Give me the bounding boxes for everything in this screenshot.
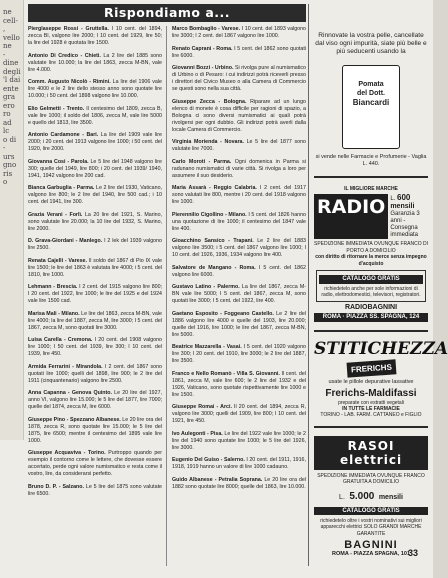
answer-entry: [172, 185, 306, 206]
ad-separator: [314, 330, 428, 332]
bleed-line: urs: [3, 152, 15, 161]
bleed-line: o di: [3, 135, 17, 144]
answer-recipient: Eugenio Del Guiso - Salerno.: [172, 457, 245, 463]
answer-entry: [172, 46, 306, 60]
answer-entry: [28, 258, 162, 279]
answer-recipient: Carlo Moroti - Parma.: [172, 158, 232, 165]
answer-text: I 5 cent. del 1826 hanno una quotazione di lire 1000; il centesimo del 1847 vale lire 400.: [172, 211, 306, 232]
answer-recipient: Giuseppe Acquaviva - Torino.: [28, 450, 106, 456]
answer-text: Le 5 lire del 1877 sono valutate lire 7000.: [172, 139, 306, 152]
rasoi-address: ROMA - PIAZZA SPAGNA, 101: [331, 551, 411, 558]
answers-column-middle: [172, 26, 306, 566]
radio-catalog-note: richiedetelo anche per sole informazioni di radio, elettrodomestici, televisori, registratori.: [321, 285, 421, 299]
radio-mensili: mensili: [390, 203, 415, 211]
answer-entry: [172, 99, 306, 134]
answer-text: Le 2 lire del 1930, Vaticano, valgono lire 800; le 2 lire del 1940, lire 500 cad.; i 10 cent. del 1941, lire 300.: [28, 185, 162, 205]
answer-recipient: Salvatore de Mangano - Roma.: [172, 264, 256, 271]
answer-entry: [28, 238, 162, 252]
bleed-line: lc: [3, 127, 10, 135]
answer-entry: [172, 238, 306, 259]
bleed-line: gra: [3, 93, 16, 101]
radio-brand: RADIOBAGNINI: [344, 303, 398, 311]
answer-text: Le lire del 1922 vale lire 1000; le 2 lire del 1940 sono quotate lire 1000; le 5 lire del 1926, lire 3000.: [172, 430, 306, 451]
answer-recipient: Lehmann - Brescia.: [28, 284, 78, 290]
ad-rasoi: [314, 436, 428, 558]
answer-text: Ogni domenica in Parma si radunano numismatici di varie città. Si rivolga a loro per assumere il suo desiderio.: [172, 158, 306, 179]
rasoi-price: 5.000: [349, 490, 375, 502]
stitichezza-note: preparate con estratti vegetali: [338, 399, 404, 406]
answer-entry: [172, 212, 306, 233]
pomata-brand: Biancardi: [352, 97, 390, 107]
answer-entry: [28, 53, 162, 74]
answer-recipient: Guido Albanese - Petralia Soprana.: [172, 476, 263, 483]
answer-entry: [28, 450, 162, 478]
answer-entry: [28, 390, 162, 411]
bleed-line: ris: [3, 169, 13, 178]
answer-text: I 2 cent. del 1867 sono quotati lire 1000; quelli del 1898, lire 900; le 2 lire del 1911 (cinquantenario) valgono lire 2500.: [28, 363, 162, 384]
answer-entry: [172, 265, 306, 279]
answer-recipient: Giuseppe Pino - Spezzano Albanese.: [28, 416, 121, 423]
stitichezza-brand: Frerichs-Maldifassi: [325, 387, 417, 399]
answer-entry: [172, 371, 306, 399]
answer-recipient: Comm. Augusto Nicolò - Rimini.: [28, 79, 111, 85]
answer-text: La lire del 1867, zecca M-BN vale lire 5000; I 5 cent. del 1867, zecca M, sono quotati lire 3000; I 5 cent. del 1922, lire 400.: [172, 284, 306, 304]
section-header: [28, 4, 306, 22]
radio-catalog: CATALOGO GRATIS: [319, 275, 423, 284]
answer-entry: [172, 65, 306, 93]
bleed-line: ne: [3, 42, 12, 50]
radio-price-block: [390, 194, 428, 239]
radio-catalog-box: [316, 270, 426, 302]
rasoi-line1: RASOI: [347, 438, 395, 453]
rasoi-brand: BAGNINI: [344, 539, 398, 552]
pomata-product-line2: del Dott.: [357, 89, 385, 97]
bleed-line: -: [3, 50, 6, 59]
column-divider: [166, 26, 167, 566]
answer-text: Le 5 lire del 1875 sono valutate lire 6500.: [28, 483, 162, 497]
bleed-line: ,: [3, 25, 6, 33]
radio-line1: SPEDIZIONE IMMEDIATA OVUNQUE FRANCO DI PORTO A DOMICILIO: [314, 241, 428, 254]
answer-recipient: Luisa Carella - Cremona.: [28, 337, 93, 343]
answer-entry: [28, 185, 162, 206]
answer-recipient: Giuseppe Romaì - Arci.: [172, 404, 232, 410]
page-number: 33: [408, 548, 419, 558]
stitichezza-title: STITICHEZZA: [314, 338, 448, 359]
answer-entry: [28, 132, 162, 153]
answer-text: Le 20 lire ora del 1882 sono quotate lire 8000; quelle del 1863, lire 10.000.: [172, 476, 306, 490]
rasoi-title: [314, 436, 428, 470]
radio-logo: RADIO: [314, 194, 388, 239]
answers-column-left: [28, 26, 162, 566]
answer-entry: [28, 417, 162, 445]
radio-payment-note: Garanzia 3 anni - Consegna immediata: [390, 211, 420, 239]
answer-recipient: Pierennilio Cigollino - Milano.: [172, 211, 247, 218]
bleed-line: dine: [3, 59, 19, 67]
answer-recipient: Maria Assarà - Reggio Calabria.: [172, 185, 257, 191]
ad-radio: [314, 186, 428, 322]
answer-entry: [28, 284, 162, 305]
ad-separator: [314, 176, 428, 178]
answer-text: Il cent. del 1861, zecca M, vale lire 600; le 2 lire del 1932 e del 1926, Vaticano, sono quotate rispettivamente lire 1000 e lire 1500.: [172, 370, 306, 398]
previous-page-bleed: [0, 0, 24, 440]
bleed-line: ente: [3, 84, 19, 93]
bleed-line: ero: [3, 101, 15, 110]
bleed-line: degli: [3, 67, 21, 76]
answer-recipient: Ivo Aulegonti - Pisa.: [172, 430, 223, 437]
ads-column: [314, 4, 448, 564]
answer-text: I 2 cent. del 1915 valgono lire 800; I 20 cent. del 1922, lire 1000; le lire del 1925 e del 1924 vale lire 1500 cad.: [28, 284, 162, 304]
answer-recipient: Grazia Verani - Forlì.: [28, 211, 83, 218]
answer-text: Il soldo del 1867 di Pio IX vale lire 1500; le lire del 1863 è valutata lire 4000; i 5 cent. del 1810, lire 1000.: [28, 257, 162, 278]
rasoi-price-row: [314, 486, 428, 504]
bleed-line: ad: [3, 118, 12, 127]
radio-price-prefix: L.: [390, 196, 396, 203]
answer-text: Il 20 cent. del 1894, zecca R, valgono lire 3000; quelli del 1909, lire 800; I 10 cent. del 1921, lire 450.: [172, 404, 306, 424]
answer-recipient: Bianca Garbuglia - Parma.: [28, 185, 95, 191]
answer-text: I 2 lek del 1939 valgono lire 2500.: [28, 238, 162, 251]
answer-recipient: Giuseppe Zecca - Bologna.: [172, 98, 247, 105]
radio-price: 600: [397, 193, 411, 203]
answer-text: I 2 cent. del 1917 sono valutati lire 800, mentre i 20 cent. del 1918 valgono lire 1000.: [172, 185, 306, 205]
bleed-line: -: [3, 144, 6, 152]
answer-recipient: Anna Capanna - Genova Quinto.: [28, 390, 112, 396]
answer-recipient: Marco Bombaglio - Varese.: [172, 26, 241, 32]
answer-recipient: Marisa Mali - Milano.: [28, 310, 80, 317]
answer-recipient: Gustavo Latino - Palermo.: [172, 284, 240, 290]
answer-text: Il centesimo del 1809, zecca B, vale lire 1000; il soldo del 1806, zecca M, vale lire 5000 e quello del 1813, lire 3500.: [28, 105, 162, 126]
answer-text: I 5 cent. del 1862 valgono lire 6000.: [172, 264, 306, 278]
bleed-line: cell-: [3, 16, 18, 25]
answer-entry: [28, 79, 162, 100]
answer-text: Purtroppo quando per esempio il contorno come le lettere, che dovesse essere accertato, perde ogni valore numismatico e resta come il vostro, lire, da considerarsi perfetto.: [28, 450, 162, 477]
answer-text: Le lire del 1863, zecca M-BN, vale lire 4000; la lire del 1887, zecca M, lire 3000; I 5 cent. del 1867, zecca M, sono quotati lire 3000.: [28, 310, 162, 331]
pomata-product: Pomata: [358, 80, 384, 88]
answer-text: Le 2 lire del 1886 valgono lire 4000 e quelle del 1903, lire 20.000; quelle del 1916, lire 1000; le lire del 1867, zecca M-BN, lire 5000.: [172, 310, 306, 338]
answer-text: Le 20 lire del 1927, anno VI, valgono lire 15.000; le 5 lire del 1877, lire 7000; quelle del 1874, zecca M, lire 6000.: [28, 390, 162, 410]
rasoi-text1: SPEDIZIONE IMMEDIATA OVUNQUE FRANCO GRATUITA A DOMICILIO: [317, 472, 425, 486]
answer-entry: [28, 106, 162, 127]
answer-text: I 10 cent. del 1893 valgono lire 3000; I 2 cent. del 1867 valgono lire 1000.: [172, 26, 306, 39]
bleed-line: o: [3, 178, 8, 186]
radio-top: IL MIGLIORE MARCHE: [344, 185, 398, 192]
answer-entry: [172, 159, 306, 180]
stitichezza-tagline: usate le pillole depurative lassative: [328, 378, 414, 385]
answer-text: I 5 cent. del 1920 valgono lire 300; I 20 cent. del 1910, lire 3000; le 2 lire del 1887, lire 3500.: [172, 344, 306, 364]
answer-text: I 20 cent. del 1911, 1916, 1918, 1919 hanno un valore di lire 1000 cadauno.: [172, 457, 306, 470]
answer-recipient: Gioacchino Sansico - Trapani.: [172, 238, 254, 244]
answer-recipient: Beatrice Mazzarella - Vasai.: [172, 344, 242, 350]
answer-entry: [172, 284, 306, 305]
answer-text: Le 2 lire del 1883 valgono lire 3500; i 5 cent. del 1867 valgono lire 1000; I 10 cent. del 1926, 1936, 1934 valgono lire 400.: [172, 238, 306, 258]
answer-text: I 20 cent. del 1908 valgono lire 1000; I 50 cent. del 1939, lire 300; I 10 cent. del 1939, lire 450.: [28, 337, 162, 357]
answer-recipient: Gaetano Esposito - Foggeano Castello.: [172, 310, 274, 317]
answer-entry: [172, 431, 306, 452]
answer-entry: [28, 484, 162, 498]
ad-pomata-headline: Rinnovate la vostra pelle, cancellate dal viso ogni impurità, siate più belle e più seducenti usando la: [315, 32, 427, 56]
stitichezza-note3: TORINO - LAB. FARM. CATTANEO e FIGLIO: [320, 411, 422, 418]
answer-recipient: D. Grava-Giordani - Manlego.: [28, 238, 103, 244]
bleed-line: vello: [3, 33, 20, 42]
answer-text: Riparare ad un lungo elenco di monete è cosa difficile per ragioni di spazio, a Bologna ci sono diversi numismatici ai quali potrà rivolgersi per ogni dubbio. Gli indirizzi potrà averli dalla locale Camera di Commercio.: [172, 98, 306, 133]
bleed-line: 'l dai: [3, 76, 21, 84]
rasoi-catalog-note: richiedetelo oltre i vostri nominativi sui migliori apparecchi elettrici SOLO GRANDI MARCHE GARANTITE: [320, 517, 422, 537]
answer-recipient: Bruno D. P. - Salzano.: [28, 483, 84, 490]
rasoi-price-label: L.: [339, 493, 345, 501]
answer-entry: [172, 404, 306, 425]
answer-entry: [172, 139, 306, 153]
answer-entry: [172, 477, 306, 491]
answer-text: La 20 lire del 1921, S. Marino, sono valutate lire 20.000; la 10 lire del 1932, S. Marino, lire 2000.: [28, 211, 162, 232]
answer-entry: [28, 311, 162, 332]
answer-entry: [28, 337, 162, 358]
answer-text: La 2 lire del 1885 sono valutate lire 10.000; la lire del 1863, zecca M-BN, vale lire 4.000.: [28, 52, 162, 73]
answer-text: La lire del 1909 vale lire 2000; i 20 cent. del 1913 valgono lire 1000; i 50 cent. del 1920, lire 2000.: [28, 132, 162, 152]
pomata-footer: si vende nelle Farmacie e Profumerie - Vaglia L. 440.: [315, 153, 427, 167]
bleed-line: ro: [3, 110, 11, 118]
bleed-line: ne: [3, 8, 12, 16]
ad-stitichezza: [314, 338, 448, 418]
radio-address: ROMA · PIAZZA SS. SPAGNA, 124: [314, 313, 428, 322]
answer-recipient: Virginia Morienda - Novara.: [172, 139, 244, 145]
answer-text: La lire del 1906 vale lire 4000 e le 2 lire dello stesso anno sono quotate lire 10.000; i 50 cent. del 1898 valgono lire 10.000.: [28, 79, 162, 99]
answer-entry: [28, 159, 162, 180]
ads-divider: [308, 4, 309, 566]
stitichezza-note2: IN TUTTE LE FARMACIE: [342, 405, 400, 412]
answer-text: Le 20 lire ora del 1878, zecca R, sono quotate lire 15.000; le 5 lire del 1875, lire 6500; mentre il centesimo del 1895 vale lire 1000.: [28, 416, 162, 444]
answer-entry: [172, 344, 306, 365]
answer-entry: [172, 457, 306, 471]
section-title: Rispondiamo a...: [103, 5, 231, 20]
pomata-tube-illustration: [342, 65, 400, 149]
rasoi-line2: elettrici: [339, 452, 403, 467]
answer-entry: [28, 364, 162, 385]
answer-recipient: Antonio Di Credico - Chieti.: [28, 52, 101, 59]
answer-text: Si rivolga pure al numismatico di Urbino o di Pesaro: i cui indirizzi potrà riceverli presso i direttori del Civico Museo o alla Camera di Commercio se questi sono nella sua città.: [172, 65, 306, 92]
ad-pomata: [314, 4, 428, 168]
ad-separator: [314, 426, 428, 428]
answer-entry: [28, 212, 162, 233]
frerichs-pack: FRERICHS: [346, 359, 396, 377]
answer-text: I 10 cent. del 1894, zecca Bl, valgono lire 2000; I 10 cent. del 1929, lire 50; la lire del 1928 è quotata lire 1500.: [28, 26, 162, 46]
answer-recipient: Elio Gelmetti - Trento.: [28, 105, 85, 112]
answer-entry: [172, 311, 306, 339]
answer-recipient: Giovanna Cosi - Parola.: [28, 158, 89, 165]
answer-text: Le 5 lire del 1948 valgono lire 300; quelle del 1949, lire 800; i 20 cent. del 1939/ 1940, 1941, 1942 valgono lire 200 cad.: [28, 158, 162, 179]
answer-recipient: Renato Capranì - Roma.: [172, 45, 233, 52]
answer-recipient: Antonio Cardamone - Bari.: [28, 132, 99, 138]
rasoi-catalog: CATALOGO GRATIS: [314, 507, 428, 515]
rasoi-mensili: mensili: [378, 493, 403, 501]
answer-entry: [28, 26, 162, 47]
answer-recipient: Pierglaseppe Rossi - Gruttella.: [28, 26, 109, 32]
answer-text: I 5 cent. del 1862 sono quotati lire 6000.: [172, 45, 306, 59]
answer-recipient: Armida Ferrarini - Mirandola.: [28, 363, 103, 370]
answer-recipient: Renata Cajelli - Varese.: [28, 257, 87, 264]
radio-line2: con diritto di ritornare la merce senza impegno d'acquisto: [315, 254, 427, 267]
bleed-line: gno: [3, 161, 17, 169]
answer-recipient: Franco e Nello Romanò - Villa S. Giovanni.: [172, 370, 280, 377]
answer-recipient: Giovanni Bozzi - Urbino.: [172, 65, 234, 71]
answer-entry: [172, 26, 306, 40]
